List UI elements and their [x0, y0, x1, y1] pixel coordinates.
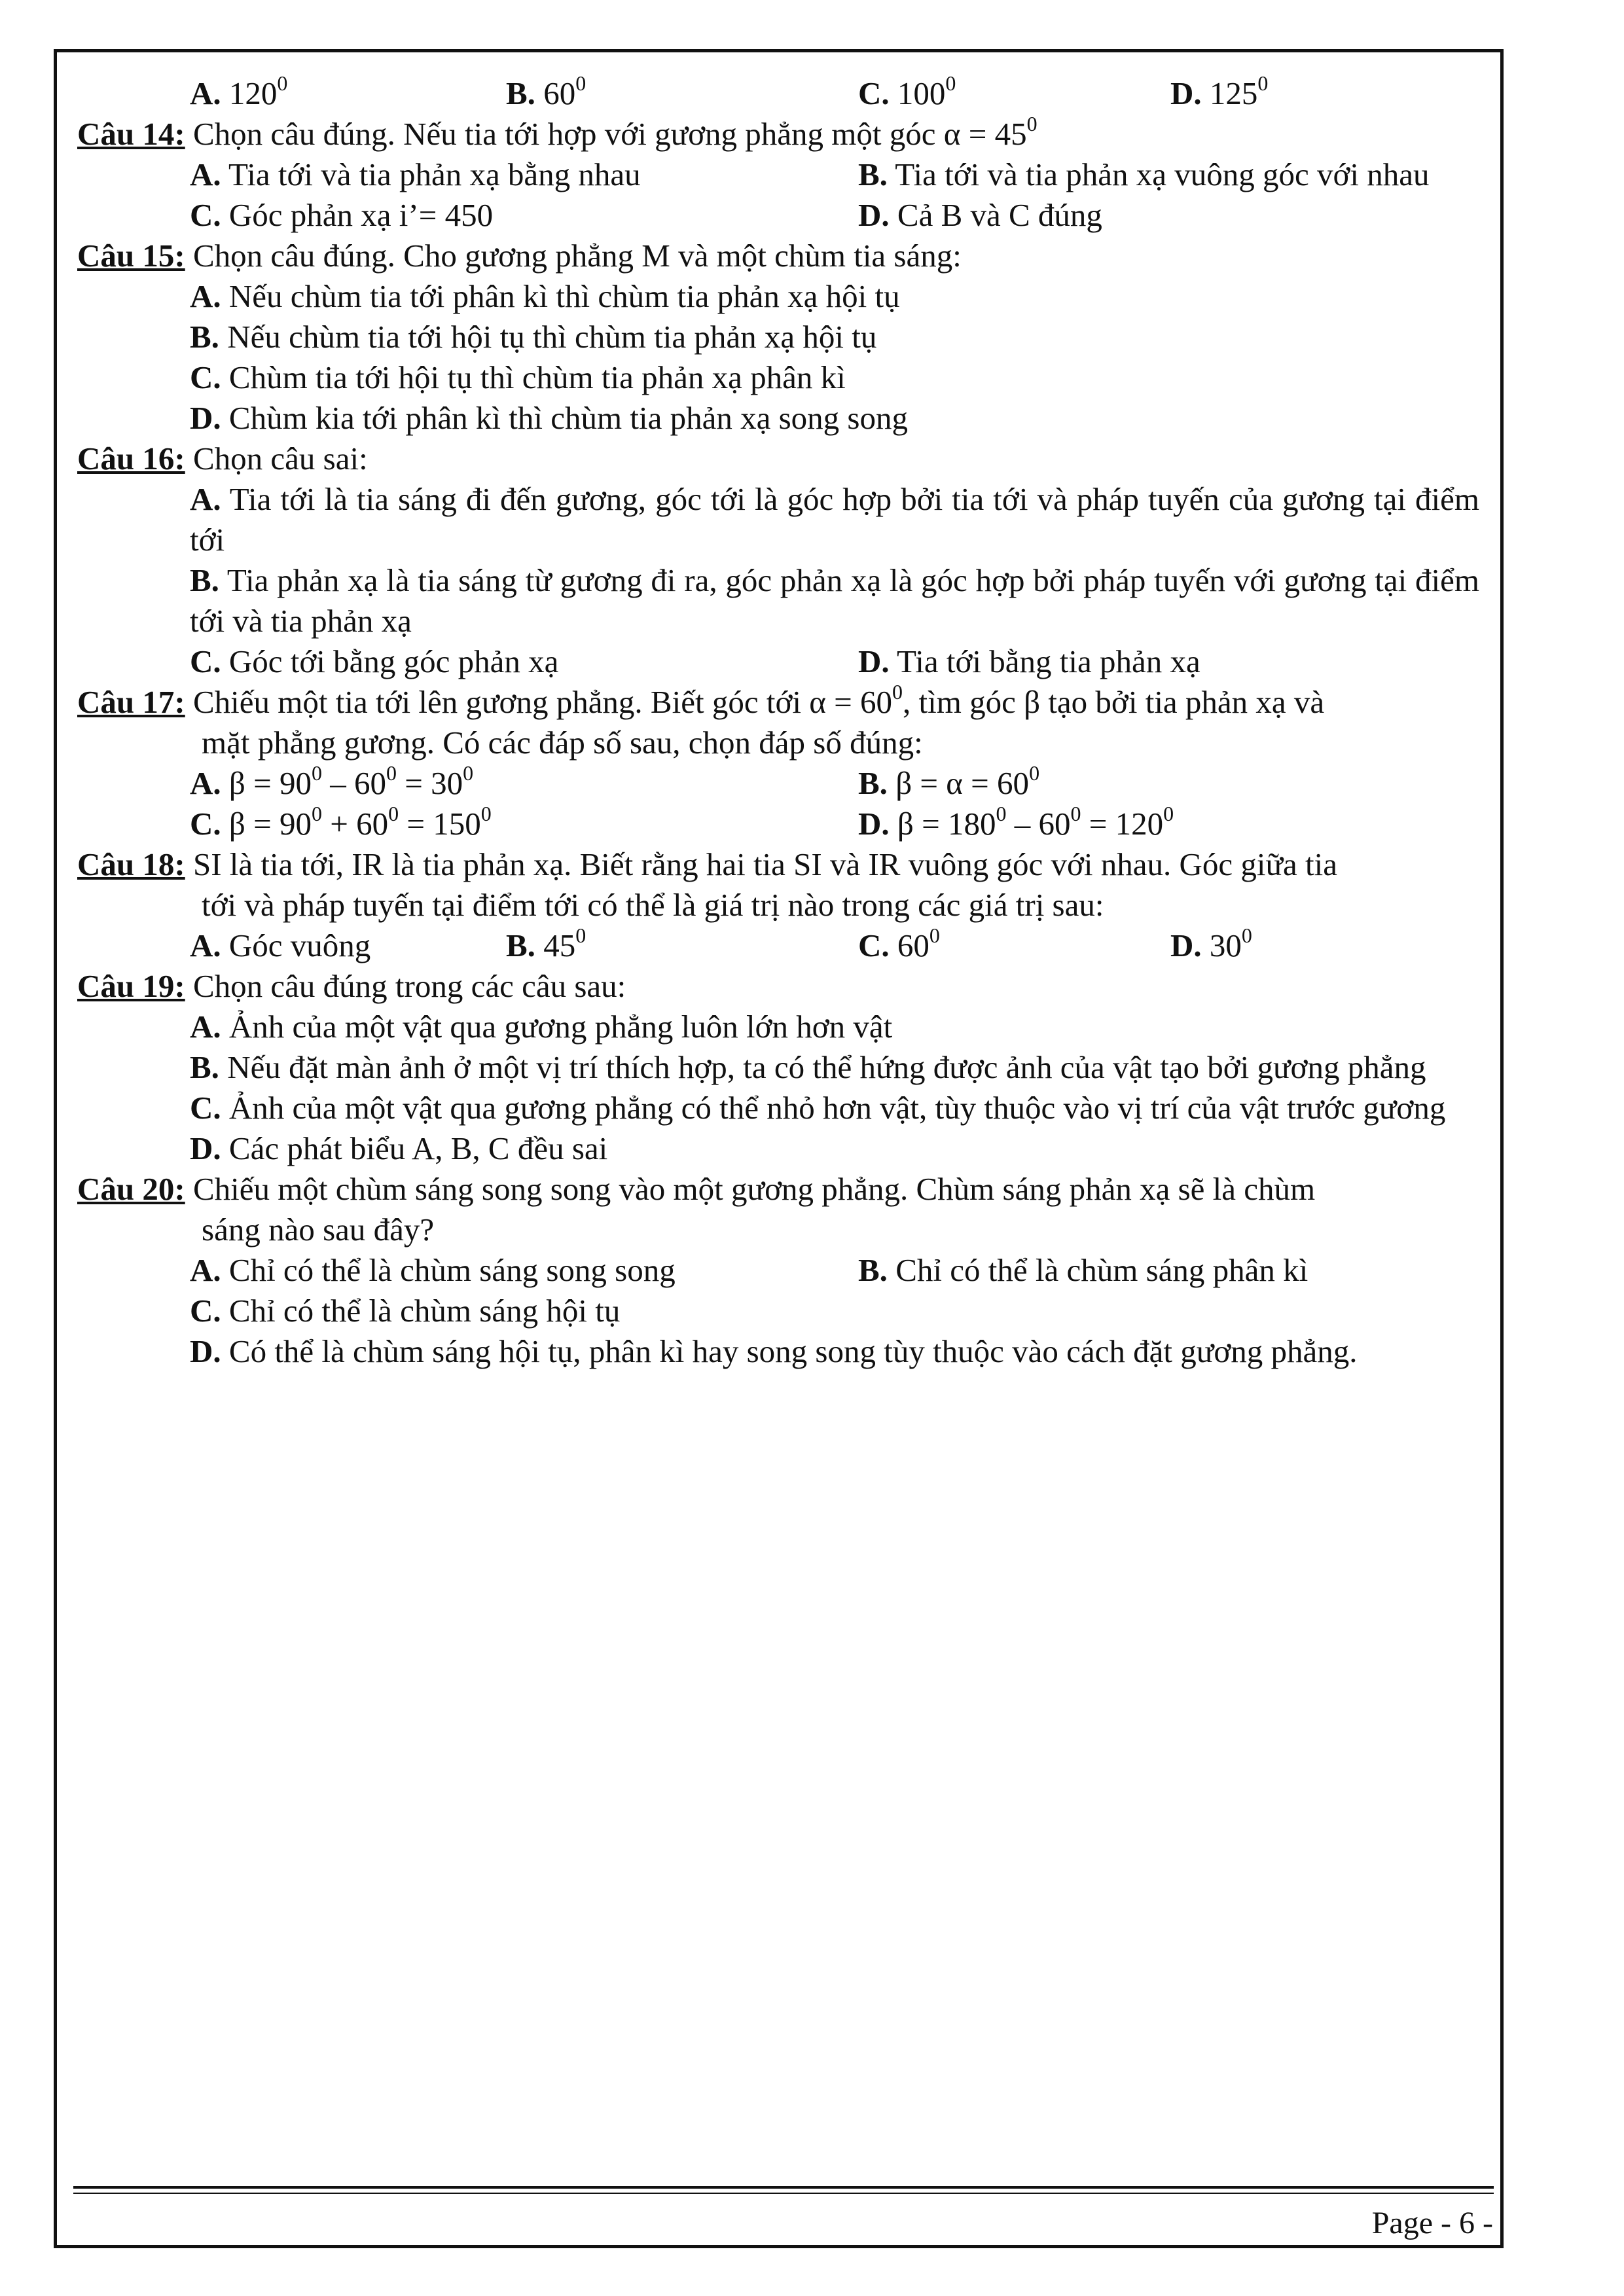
- q18-option-d: D. $30^0$: [1170, 923, 1252, 963]
- q18-option-b: B. $45^0$: [506, 923, 586, 963]
- q20-options-ab: [77, 1250, 1491, 1291]
- q14-option-b: B. Tia tới và tia phản xạ vuông góc với nhau: [858, 156, 1430, 192]
- footer-rule-thin: [73, 2193, 1494, 2194]
- q14-options-ab: [77, 154, 1491, 195]
- q20-stem: Câu 20: Chiếu một chùm sáng song song vào một gương phẳng. Chùm sáng phản xạ sẽ là chùm: [77, 1171, 1316, 1207]
- q15-option-a: A. Nếu chùm tia tới phân kì thì chùm tia phản xạ hội tụ: [190, 278, 900, 314]
- q17-options-cd: [77, 801, 1491, 844]
- q19-option-a: A. Ảnh của một vật qua gương phẳng luôn lớn hơn vật: [190, 1009, 893, 1045]
- q16-options-cd: [77, 641, 1491, 682]
- q19-option-b: B. Nếu đặt màn ảnh ở một vị trí thích hợp, ta có thể hứng được ảnh của vật tạo bởi gương phẳng: [190, 1049, 1426, 1085]
- q17-stem-cont: mặt phẳng gương. Có các đáp số sau, chọn đáp số đúng:: [202, 725, 923, 761]
- q13-option-c: C. $100^0$: [858, 71, 956, 111]
- q17-stem: Câu 17: Chiếu một tia tới lên gương phẳng. Biết góc tới $\alpha = 60^0$, tìm góc β tạo bởi tia phản xạ và: [77, 679, 1325, 720]
- q20-option-b: B. Chỉ có thể là chùm sáng phân kì: [858, 1252, 1308, 1288]
- q13-option-b: B. $60^0$: [506, 71, 586, 111]
- q18-option-a: A. Góc vuông: [190, 927, 371, 963]
- q20-stem-cont: sáng nào sau đây?: [202, 1211, 435, 1247]
- q20-option-c: C. Chỉ có thể là chùm sáng hội tụ: [190, 1293, 621, 1329]
- q13-option-a: A. $120^0$: [190, 71, 288, 111]
- page-number: Page - 6 -: [1371, 2206, 1493, 2240]
- q19-option-c: C. Ảnh của một vật qua gương phẳng có thể nhỏ hơn vật, tùy thuộc vào vị trí của vật trước gương: [190, 1090, 1446, 1126]
- q17-option-c: C. $\beta = 90^0 + 60^0 = 150^0$: [190, 801, 492, 842]
- q16-option-c: C. Góc tới bằng góc phản xạ: [190, 643, 559, 679]
- q14-stem: Câu 14: Chọn câu đúng. Nếu tia tới hợp với gương phẳng một góc $\alpha = 45^0$: [77, 111, 1038, 152]
- q19-stem: Câu 19: Chọn câu đúng trong các câu sau:: [77, 968, 626, 1004]
- q15-stem: Câu 15: Chọn câu đúng. Cho gương phẳng M và một chùm tia sáng:: [77, 238, 962, 274]
- q18-stem: Câu 18: SI là tia tới, IR là tia phản xạ. Biết rằng hai tia SI và IR vuông góc với nhau. Góc giữa tia: [77, 846, 1338, 882]
- q18-stem-cont: tới và pháp tuyến tại điểm tới có thể là giá trị nào trong các giá trị sau:: [202, 887, 1104, 923]
- q14-option-a: A. Tia tới và tia phản xạ bằng nhau: [190, 156, 641, 192]
- q17-option-a: A. $\beta = 90^0 - 60^0 = 30^0$: [190, 761, 474, 801]
- q14-option-d: D. Cả B và C đúng: [858, 197, 1102, 233]
- q17-option-b: B. $\beta = \alpha = 60^0$: [858, 761, 1040, 801]
- q15-option-c: C. Chùm tia tới hội tụ thì chùm tia phản xạ phân kì: [190, 359, 846, 395]
- q16-option-b: B. Tia phản xạ là tia sáng từ gương đi ra, góc phản xạ là góc hợp bởi pháp tuyến với gương tại điểm tới và tia phản xạ: [190, 562, 1479, 639]
- q17-options-ab: [77, 763, 1491, 804]
- q13-options: [77, 73, 1491, 114]
- q14-options-cd: [77, 195, 1491, 236]
- q14-option-c: C. Góc phản xạ i’= 450: [190, 197, 494, 233]
- q15-option-b: B. Nếu chùm tia tới hội tụ thì chùm tia phản xạ hội tụ: [190, 319, 877, 355]
- q18-option-c: C. $60^0$: [858, 923, 940, 963]
- q17-option-d: D. $\beta = 180^0 - 60^0 = 120^0$: [858, 801, 1174, 842]
- q13-option-d: D. $125^0$: [1170, 71, 1269, 111]
- q18-options: [77, 925, 1491, 966]
- q19-option-d: D. Các phát biểu A, B, C đều sai: [190, 1130, 608, 1166]
- q16-option-a: A. Tia tới là tia sáng đi đến gương, góc tới là góc hợp bởi tia tới và pháp tuyến của gương tại điểm tới: [190, 481, 1479, 558]
- q20-option-a: A. Chỉ có thể là chùm sáng song song: [190, 1252, 676, 1288]
- footer-rule-thick: [73, 2186, 1494, 2189]
- q16-stem: Câu 16: Chọn câu sai:: [77, 440, 368, 476]
- q20-option-d: D. Có thể là chùm sáng hội tụ, phân kì hay song song tùy thuộc vào cách đặt gương phẳng.: [190, 1333, 1358, 1369]
- exam-content: [77, 73, 1491, 1372]
- q15-option-d: D. Chùm kia tới phân kì thì chùm tia phản xạ song song: [190, 400, 909, 436]
- q16-option-d: D. Tia tới bằng tia phản xạ: [858, 643, 1200, 679]
